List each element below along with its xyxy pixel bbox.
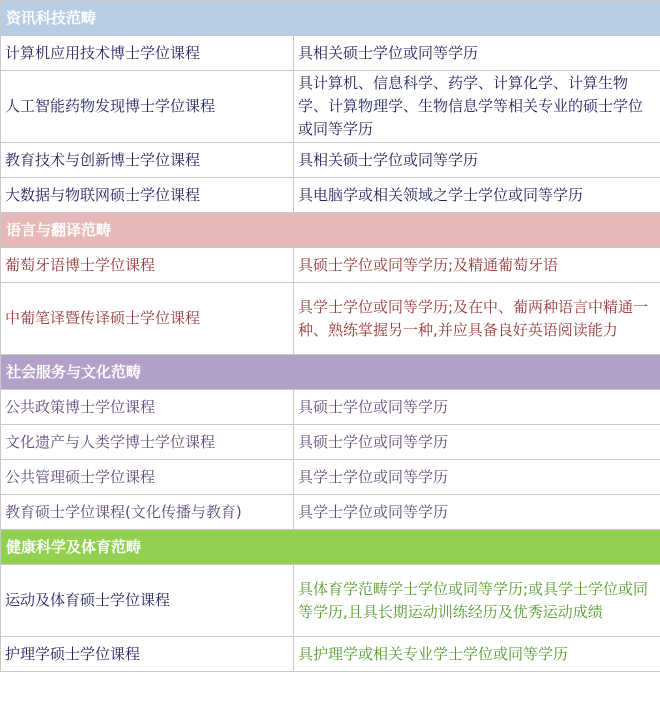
table-row xyxy=(1,565,660,637)
table-row xyxy=(1,425,660,460)
section-title: 健康科学及体育范畴 xyxy=(1,530,660,565)
program-name: 护理学硕士学位课程 xyxy=(1,637,294,672)
section-header-language xyxy=(1,213,660,248)
section-title: 语言与翻译范畴 xyxy=(1,213,660,248)
admission-requirement: 具学士学位或同等学历 xyxy=(294,460,660,495)
program-name: 运动及体育硕士学位课程 xyxy=(1,565,294,637)
admission-requirement: 具相关硕士学位或同等学历 xyxy=(294,36,660,71)
table-row xyxy=(1,36,660,71)
table-row xyxy=(1,495,660,530)
program-name: 教育硕士学位课程(文化传播与教育) xyxy=(1,495,294,530)
program-name: 公共政策博士学位课程 xyxy=(1,390,294,425)
program-name: 人工智能药物发现博士学位课程 xyxy=(1,71,294,143)
admission-requirement: 具学士学位或同等学历 xyxy=(294,495,660,530)
admission-requirement: 具电脑学或相关领域之学士学位或同等学历 xyxy=(294,178,660,213)
admission-requirement: 具硕士学位或同等学历;及精通葡萄牙语 xyxy=(294,248,660,283)
admission-requirement: 具相关硕士学位或同等学历 xyxy=(294,143,660,178)
section-header-social xyxy=(1,355,660,390)
table-row xyxy=(1,178,660,213)
program-name: 中葡笔译暨传译硕士学位课程 xyxy=(1,283,294,355)
section-header-tech xyxy=(1,1,660,36)
section-header-health xyxy=(1,530,660,565)
table-row xyxy=(1,71,660,143)
table-row xyxy=(1,283,660,355)
program-name: 大数据与物联网硕士学位课程 xyxy=(1,178,294,213)
admission-requirement: 具体育学范畴学士学位或同等学历;或具学士学位或同等学历,且具长期运动训练经历及优秀运动成绩 xyxy=(294,565,660,637)
program-name: 公共管理硕士学位课程 xyxy=(1,460,294,495)
admission-requirement: 具学士学位或同等学历;及在中、葡两种语言中精通一种、熟练掌握另一种,并应具备良好英语阅读能力 xyxy=(294,283,660,355)
program-name: 葡萄牙语博士学位课程 xyxy=(1,248,294,283)
section-title: 社会服务与文化范畴 xyxy=(1,355,660,390)
program-name: 教育技术与创新博士学位课程 xyxy=(1,143,294,178)
section-title: 资讯科技范畴 xyxy=(1,1,660,36)
admission-requirement: 具硕士学位或同等学历 xyxy=(294,425,660,460)
table-row xyxy=(1,143,660,178)
admission-requirement: 具硕士学位或同等学历 xyxy=(294,390,660,425)
table-row xyxy=(1,390,660,425)
table-row xyxy=(1,248,660,283)
admission-requirement: 具计算机、信息科学、药学、计算化学、计算生物学、计算物理学、生物信息学等相关专业的硕士学位或同等学历 xyxy=(294,71,660,143)
admission-requirement: 具护理学或相关专业学士学位或同等学历 xyxy=(294,637,660,672)
table-row xyxy=(1,460,660,495)
table-row xyxy=(1,637,660,672)
program-name: 文化遗产与人类学博士学位课程 xyxy=(1,425,294,460)
program-name: 计算机应用技术博士学位课程 xyxy=(1,36,294,71)
